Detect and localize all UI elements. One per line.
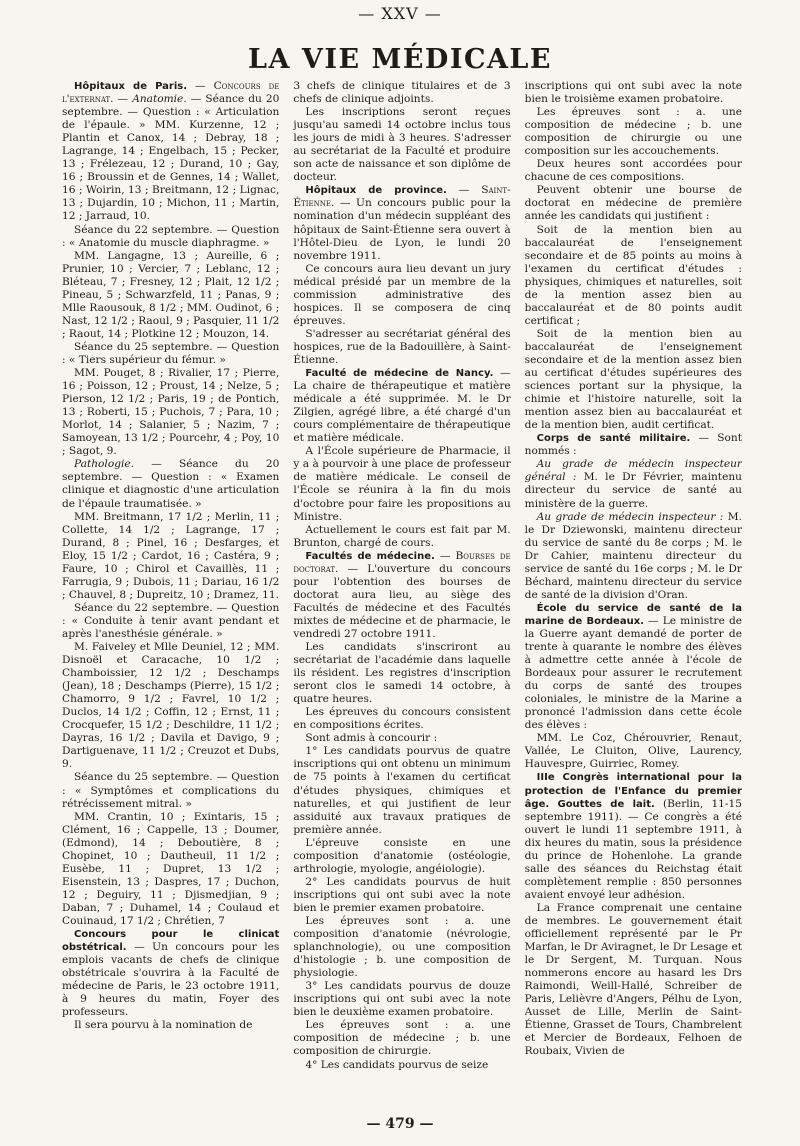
paragraph [62,928,279,1019]
body-text: — Le ministre de la Guerre ayant demandé de porter de trente à quarante le nombre des élèves à admettre cette année à l'école de Bordeaux pour assurer le recrutement du corps de santé des troupes coloniales, le ministre de la Marine a prononcé l'admission dans cette école des élèves : [524,614,742,732]
paragraph [62,771,279,810]
body-text: Séance du 22 septembre. — Question : « Conduite à tenir avant pendant et après l'anesthésie générale. » [62,601,280,640]
body-text: Soit de la mention bien au baccalauréat de l'enseignement secondaire et de la mention assez bien au certificat d'études supérieures des sciences portant sur la physique, la chimie et l'histoire naturelle, soit la mention assez bien au baccalauréat et de la mention bien, audit certificat. [524,327,742,432]
body-text: Les candidats s'inscriront au secrétariat de l'académie dans laquelle ils résident. Les registres d'inscription seront clos le samedi 14 octobre, à quatre heures. [293,641,511,706]
paragraph [293,732,510,745]
body-text: — Séance du 20 septembre. — Question : « Articulation de l'épaule. » MM. Kurzenne, 12 ; Plantin et Canox, 14 ; Debray, 18 ; Lagrange, 14 ; Engelbach, 15 ; Pecker, 13 ; Frélezeau, 12 ; Durand, 10 ; Gay, 16 ; Broussin et de Gennes, 14 ; Wallet, 16 ; Woirin, 13 ; Breitmann, 12 ; Lignac, 13 ; Dujardin, 10 ; Michon, 11 ; Martin, 12 ; Jarraud, 10. [62,93,280,223]
paragraph [293,445,510,523]
column-right [525,80,742,1108]
paragraph [62,341,279,367]
paragraph [293,1019,510,1058]
paragraph [525,224,742,328]
body-text: A l'École supérieure de Pharmacie, il y a à pourvoir à une place de professeur de matière médicale. Le conseil de l'École se réunira à la fin du mois d'octobre pour faire les propositions au Ministre. [293,445,511,523]
body-text: Sont admis à concourir : [305,732,438,745]
paragraph [293,367,510,445]
paragraph [62,641,279,771]
paragraph [293,80,510,106]
body-text: — Un concours pour les emplois vacants de chefs de clinique obstétricale s'ouvrira à la Faculté de médecine de Paris, le 23 octobre 1911, à 9 heures du matin, Foyer des professeurs. [62,941,280,1019]
body-text: M. le Dr Février, maintenu directeur du service de santé au ministère de la guerre. [524,471,742,510]
body-text: Les épreuves du concours consistent en compositions écrites. [293,706,511,732]
body-text: L'épreuve consiste en une composition d'anatomie (ostéologie, arthrologie, myologie, angéiologie). [293,836,511,875]
paragraph [293,328,510,367]
italic-text: Anatomie. [132,93,187,106]
paragraph [525,902,742,1059]
paragraph [293,980,510,1019]
body-text: MM. Breitmann, 17 1/2 ; Merlin, 11 ; Collette, 14 1/2 ; Lagrange, 17 ; Durand, 8 ; Pinel, 16 ; Desfarges, et Eloy, 15 1/2 ; Cardot, 16 ; Castéra, 9 ; Faure, 10 ; Chirol et Cavaillès, 11 ; Farrugia, 9 ; Dubois, 11 ; Dariau, 16 1/2 ; Chauvel, 8 ; Dupreitz, 10 ; Dramez, 11. [62,510,280,601]
body-text: M. le Dr Dziewonski, maintenu directeur du service de santé du 8e corps ; M. le Dr Cahier, maintenu directeur du service de santé du 16e corps ; M. le Dr Béchard, maintenu directeur du service de santé de la division d'Oran. [524,510,742,601]
paragraph [293,745,510,836]
paragraph [525,328,742,432]
paragraph [62,250,279,341]
paragraph [525,602,742,732]
italic-text: Pathologie. [74,458,134,471]
subheading-smallcaps: — Concours de l'externat. — [62,80,280,106]
body-text: MM. Le Coz, Chérouvrier, Renaut, Vallée, Le Cluiton, Olive, Laurency, Hauvespre, Guirriec, Romey. [524,732,742,771]
paragraph [62,224,279,250]
body-text: 2° Les candidats pourvus de huit inscriptions qui ont subi avec la note bien le premier examen probatoire. [293,875,511,914]
body-text: inscriptions qui ont subi avec la note bien le troisième examen probatoire. [524,80,742,106]
paragraph [293,915,510,980]
body-text: Deux heures sont accordées pour chacune de ces compositions. [524,158,742,184]
body-text: Les épreuves sont : a. une composition de médecine ; b. une composition de chirurgie ou une composition sur les accouchements. [524,106,742,158]
paragraph [293,876,510,915]
body-text: — Un concours public pour la nomination d'un médecin suppléant des hôpitaux de Saint-Étienne sera ouvert à l'Hôtel-Dieu de Lyon, le lundi 20 novembre 1911. [293,197,511,262]
paragraph [525,771,742,901]
italic-text: Au grade de médecin inspecteur : [536,510,724,523]
page-title: LA VIE MÉDICALE [248,44,552,75]
paragraph [525,106,742,158]
body-text: MM. Pouget, 8 ; Rivalier, 17 ; Pierre, 16 ; Poisson, 12 ; Proust, 14 ; Nelze, 5 ; Pierson, 12 1/2 ; Paris, 19 ; de Pontich, 13 ; Roberti, 15 ; Puchois, 7 ; Para, 10 ; Morlot, 14 ; Salanier, 5 ; Nazim, 7 ; Samoyean, 13 1/2 ; Pourcehr, 4 ; Poy, 10 ; Sagot, 9. [62,367,280,458]
body-text: MM. Langagne, 13 ; Aureille, 6 ; Prunier, 10 ; Vercier, 7 ; Leblanc, 12 ; Bléteau, 7 ; Fresney, 12 ; Plait, 12 1/2 ; Pineau, 5 ; Schwarzfeld, 11 ; Panas, 9 ; Mlle Raousouk, 8 1/2 ; MM. Oudinot, 6 ; Nast, 12 1/2 ; Raoul, 9 ; Pasquier, 11 1/2 ; Raout, 14 ; Plotkine 12 ; Mouzon, 14. [62,249,280,340]
paragraph [62,80,279,224]
paragraph [293,524,510,550]
body-text: 1° Les candidats pourvus de quatre inscriptions qui ont obtenu un minimum de 75 points à l'examen du certificat d'études physiques, chimiques et naturelles, et qui justifient de leur assiduité aux travaux pratiques de première année. [293,745,511,836]
paragraph [525,511,742,602]
paragraph [62,811,279,928]
paragraph [62,602,279,641]
section-heading: Hôpitaux de province. [305,185,447,197]
paragraph [525,184,742,223]
paragraph [62,458,279,510]
body-text: Séance du 22 septembre. — Question : « Anatomie du muscle diaphragme. » [62,223,280,249]
paragraph [62,367,279,458]
body-text: 4° Les candidats pourvus de seize [305,1058,489,1071]
section-heading: École du service de santé de la marine de Bordeaux. [524,602,742,627]
paragraph [62,1019,279,1032]
paragraph [293,1059,510,1072]
subheading-smallcaps: — Bourses de doctorat. [293,549,511,575]
body-text: (Berlin, 11-15 septembre 1911). — Ce congrès a été ouvert le lundi 11 septembre 1911, à dix heures du matin, sous la présidence du prince de Hohenlohe. La grande salle des séances du Reichstag était complètement remplie : 850 personnes avaient envoyé leur adhésion. [524,797,742,901]
subheading-smallcaps: — Saint-Étienne. [293,184,511,210]
body-text: — L'ouverture du concours pour l'obtention des bourses de doctorat aura lieu, au siège des Facultés de médecine et des Facultés mixtes de médecine et de pharmacie, le vendredi 27 octobre 1911. [293,562,511,640]
body-text: 3° Les candidats pourvus de douze inscriptions qui ont subi avec la note bien le deuxième examen probatoire. [293,980,511,1019]
italic-text: Au grade de médecin inspecteur général : [524,458,742,484]
section-heading: IIIe Congrès international pour la protection de l'Enfance du premier âge. Gouttes de lait. [524,772,742,810]
paragraph [525,80,742,106]
paragraph [525,158,742,184]
paragraph [293,641,510,706]
body-text: — Séance du 20 septembre. — Question : « Examen clinique et diagnostic d'une articulation de l'épaule traumatisée. » [62,458,280,510]
body-text: — Sont nommés : [524,432,742,458]
paragraph [525,732,742,771]
paragraph [525,458,742,510]
page-number-bottom: — 479 — [366,1116,434,1132]
body-text: La France comprenait une centaine de membres. Le gouvernement était officiellement représenté par le Pr Marfan, le Dr Aviragnet, le Dr Lesage et le Dr Sergent, M. Turquan. Nous nommerons encore au hasard les Drs Raimondi, Weill-Hallé, Schreiber de Paris, Lelièvre d'Angers, Pélhu de Lyon, Ausset de Lille, Merlin de Saint-Étienne, Grasset de Tours, Chambrelent et Mercier de Bordeaux, Felhoen de Roubaix, Vivien de [524,901,742,1058]
page-number-top: — XXV — [358,4,442,23]
body-text: Séance du 25 septembre. — Question : « Tiers supérieur du fémur. » [62,340,280,366]
section-heading: Corps de santé militaire. [536,433,691,445]
section-heading: Faculté de médecine de Nancy. [305,368,494,380]
section-heading: Concours pour le clinicat obstétrical. [62,929,280,954]
paragraph [293,837,510,876]
section-heading: Facultés de médecine. [305,550,435,562]
paragraph [293,263,510,328]
body-text: MM. Crantin, 10 ; Exintaris, 15 ; Clément, 16 ; Cappelle, 13 ; Doumer, (Edmond), 14 ; Deboutière, 8 ; Chopinet, 10 ; Dautheuil, 11 1/2 ; Eusèbe, 11 ; Dupret, 13 1/2 ; Eisenstein, 13 ; Daspres, 17 ; Duchon, 12 ; Deguiry, 11 ; Djismedjian, 9 ; Daban, 7 ; Duhamel, 14 ; Coulaud et Couinaud, 17 1/2 ; Chrétien, 7 [62,810,280,927]
body-text: Peuvent obtenir une bourse de doctorat en médecine de première année les candidats qui justifient : [524,184,742,223]
body-text: — La chaire de thérapeutique et matière médicale a été supprimée. M. le Dr Zilgien, agrégé libre, a été chargé d'un cours complémentaire de thérapeutique et matière médicale. [293,367,511,445]
paragraph [293,106,510,184]
paragraph [293,550,510,641]
body-text: Il sera pourvu à la nomination de [74,1019,253,1032]
paragraph [62,511,279,602]
section-heading: Hôpitaux de Paris. [74,81,187,92]
column-left [62,80,279,1108]
paragraph [525,432,742,458]
body-text: Séance du 25 septembre. — Question : « Symptômes et complications du rétrécissement mitral. » [62,771,280,810]
body-text: Actuellement le cours est fait par M. Brunton, chargé de cours. [293,523,511,549]
body-text: Soit de la mention bien au baccalauréat de l'enseignement secondaire et de 85 points au moins à l'examen du certificat d'études : physiques, chimiques et naturelles, soit de la mention assez bien au baccalauréat et de 80 points audit certificat ; [524,223,742,327]
body-text: 3 chefs de clinique titulaires et de 3 chefs de clinique adjoints. [293,80,511,106]
body-text: Les épreuves sont : a. une composition d'anatomie (névrologie, splanchnologie), ou une composition d'histologie ; b. une composition de physiologie. [293,915,511,980]
body-text: S'adresser au secrétariat général des hospices, rue de la Badouillère, à Saint-Étienne. [293,327,511,366]
paragraph [293,184,510,262]
body-text: Les épreuves sont : a. une composition de médecine ; b. une composition de chirurgie. [293,1019,511,1058]
body-text: M. Faiveley et Mlle Deuniel, 12 ; MM. Disnoël et Caracache, 10 1/2 ; Chamboissier, 12 1/2 ; Deschamps (Jean), 18 ; Deschamps (Pierre), 15 1/2 ; Chamorro, 9 1/2 ; Favrel, 10 1/2 ; Duclos, 14 1/2 ; Coffin, 12 ; Ernst, 11 ; Crocquefer, 15 1/2 ; Deschildre, 11 1/2 ; Dayras, 16 1/2 ; Davila et Davigo, 9 ; Dartiguenave, 11 1/2 ; Creuzot et Dubs, 9. [62,641,280,771]
body-text: Ce concours aura lieu devant un jury médical présidé par un membre de la commission administrative des hospices. Il se composera de cinq épreuves. [293,262,511,327]
body-text: Les inscriptions seront reçues jusqu'au samedi 14 octobre inclus tous les jours de midi à 3 heures. S'adresser au secrétariat de la Faculté et produire son acte de naissance et son diplôme de docteur. [293,106,511,184]
column-middle [293,80,510,1108]
paragraph [293,706,510,732]
article-columns [62,80,742,1108]
